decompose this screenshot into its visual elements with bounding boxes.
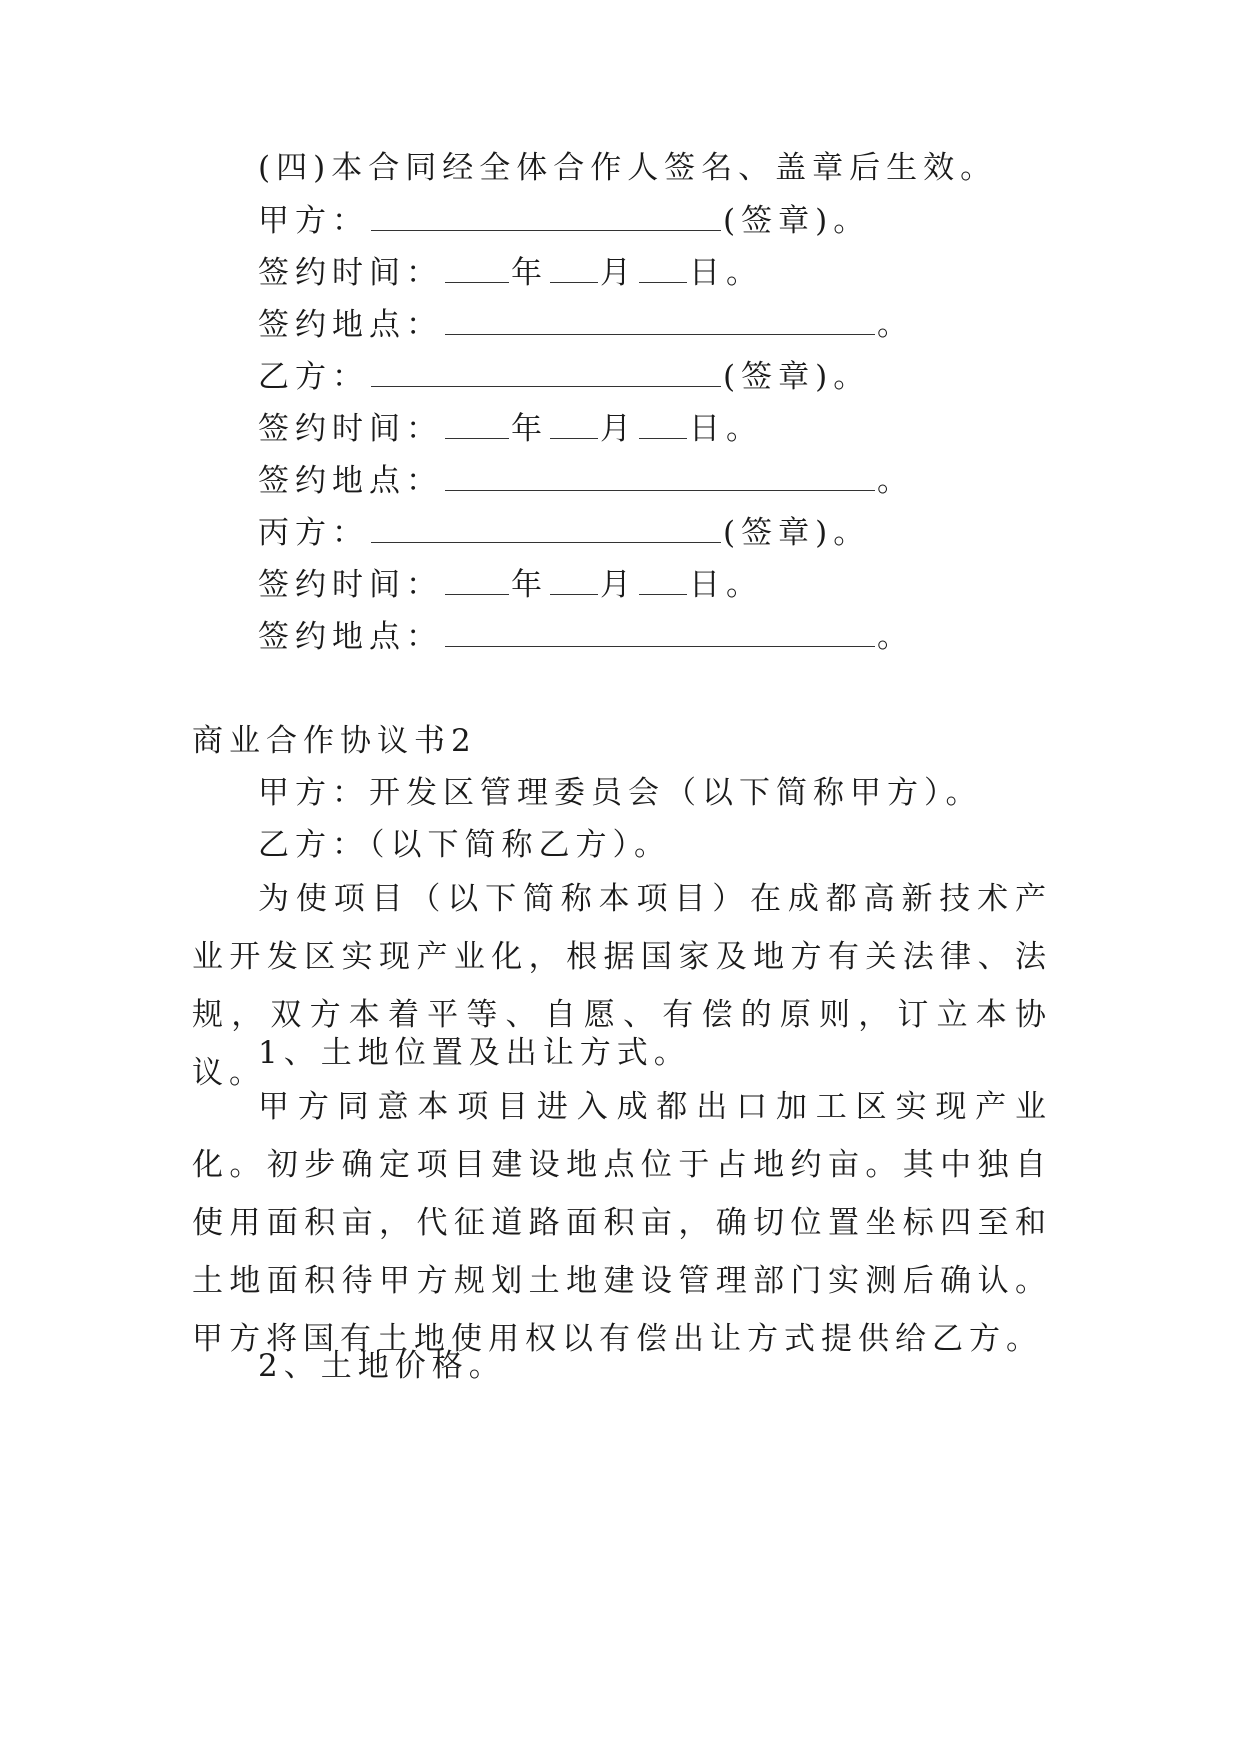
- party-c-blank[interactable]: [371, 516, 721, 543]
- section-2-title: 商业合作协议书2: [192, 723, 477, 759]
- party-b-label: 乙方：: [258, 359, 369, 395]
- item-1-body: 甲方同意本项目进入成都出口加工区实现产业化。初步确定项目建设地点位于占地约亩。其中独自使用面积亩，代征道路面积亩，确切位置坐标四至和土地面积待甲方规划土地建设管理部门实测后确认。甲方将国有土地使用权以有偿出让方式提供给乙方。: [192, 1089, 1052, 1357]
- party-a-seal: (签章)。: [723, 203, 871, 239]
- party-b-blank[interactable]: [371, 360, 721, 387]
- sign-time-label: 签约时间：: [258, 255, 443, 291]
- sign-time-label: 签约时间：: [258, 411, 443, 447]
- sign-time-label: 签约时间：: [258, 567, 443, 603]
- day-label: 日。: [689, 567, 763, 603]
- place-blank[interactable]: [445, 308, 875, 335]
- party-a-blank[interactable]: [371, 204, 721, 231]
- party-a-sign-line: [258, 201, 870, 241]
- party-c-seal: (签章)。: [723, 515, 871, 551]
- month-label: 月: [600, 255, 637, 291]
- month-blank[interactable]: [550, 256, 598, 283]
- party-c-sign-line: [258, 513, 870, 553]
- sign-place-label: 签约地点：: [258, 307, 443, 343]
- day-blank[interactable]: [639, 568, 687, 595]
- party-b-seal: (签章)。: [723, 359, 871, 395]
- party-a-intro: 甲方：开发区管理委员会（以下简称甲方）。: [258, 775, 983, 811]
- place-end: 。: [877, 619, 914, 655]
- day-blank[interactable]: [639, 412, 687, 439]
- party-b-sign-line: [258, 357, 870, 397]
- place-end: 。: [877, 307, 914, 343]
- item-1-title: 1、土地位置及出让方式。: [258, 1035, 691, 1071]
- clause-4: (四)本合同经全体合作人签名、盖章后生效。: [258, 150, 998, 186]
- day-blank[interactable]: [639, 256, 687, 283]
- item-2-title: 2、土地价格。: [258, 1348, 506, 1384]
- party-a-place-line: [258, 305, 914, 345]
- day-label: 日。: [689, 411, 763, 447]
- place-blank[interactable]: [445, 464, 875, 491]
- day-label: 日。: [689, 255, 763, 291]
- party-a-label: 甲方：: [258, 203, 369, 239]
- party-b-time-line: [258, 409, 763, 449]
- year-label: 年: [511, 411, 548, 447]
- month-label: 月: [600, 411, 637, 447]
- place-end: 。: [877, 463, 914, 499]
- intro-paragraph: 为使项目（以下简称本项目）在成都高新技术产业开发区实现产业化，根据国家及地方有关法律、法规，双方本着平等、自愿、有偿的原则，订立本协议。: [192, 881, 1052, 1091]
- party-a-time-line: [258, 253, 763, 293]
- year-blank[interactable]: [445, 568, 509, 595]
- year-blank[interactable]: [445, 256, 509, 283]
- party-b-intro: 乙方：（以下简称乙方）。: [258, 827, 671, 863]
- sign-place-label: 签约地点：: [258, 463, 443, 499]
- party-c-label: 丙方：: [258, 515, 369, 551]
- month-blank[interactable]: [550, 568, 598, 595]
- month-label: 月: [600, 567, 637, 603]
- place-blank[interactable]: [445, 620, 875, 647]
- year-label: 年: [511, 567, 548, 603]
- party-b-place-line: [258, 461, 914, 501]
- party-c-time-line: [258, 565, 763, 605]
- year-blank[interactable]: [445, 412, 509, 439]
- sign-place-label: 签约地点：: [258, 619, 443, 655]
- year-label: 年: [511, 255, 548, 291]
- party-c-place-line: [258, 617, 914, 657]
- month-blank[interactable]: [550, 412, 598, 439]
